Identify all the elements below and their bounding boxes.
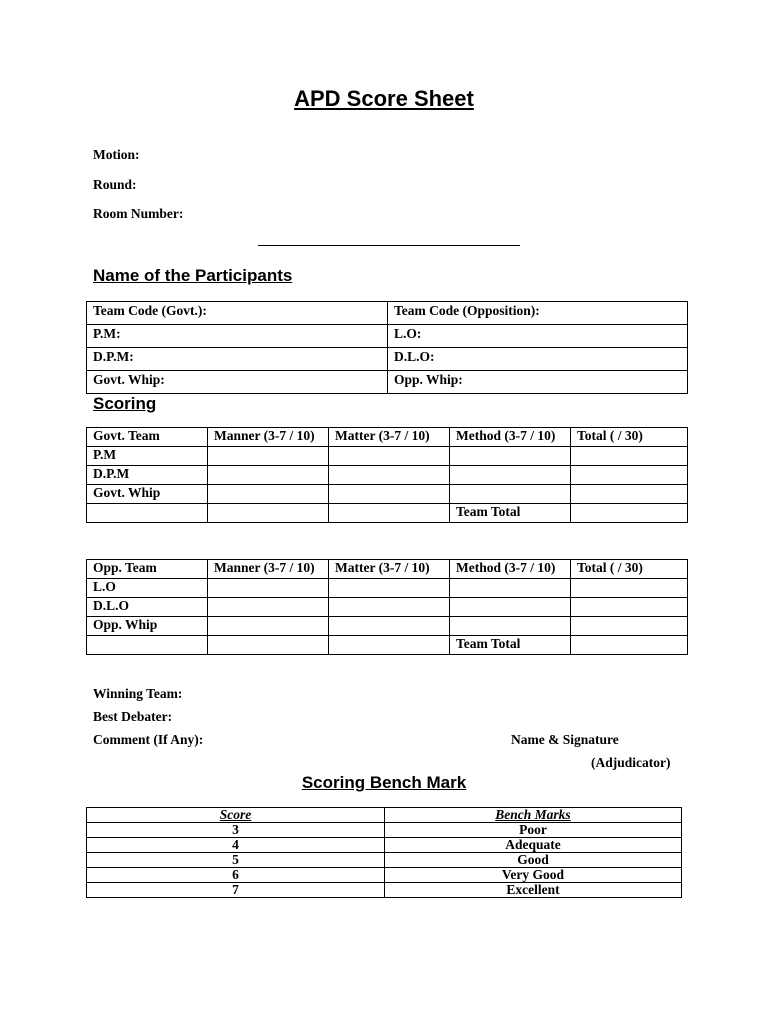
table-row [87, 485, 688, 504]
table-row [87, 466, 688, 485]
score-cell [329, 636, 450, 655]
score-cell [208, 504, 329, 523]
table-row [87, 838, 682, 853]
motion-label: Motion: [93, 147, 140, 162]
score-cell [450, 485, 571, 504]
round-label: Round: [93, 177, 137, 192]
score-cell [329, 466, 450, 485]
lo-cell: L.O: [388, 325, 688, 348]
speaker-cell: D.L.O [87, 598, 208, 617]
table-row [87, 853, 682, 868]
bench-mark-table [86, 807, 682, 898]
team-total-label: Team Total [450, 636, 571, 655]
table-row [87, 428, 688, 447]
govt-whip-cell: Govt. Whip: [87, 371, 388, 394]
score-cell [329, 504, 450, 523]
team-code-govt-cell: Team Code (Govt.): [87, 302, 388, 325]
dlo-cell: D.L.O: [388, 348, 688, 371]
table-row [87, 636, 688, 655]
total-header: Total ( / 30) [571, 560, 688, 579]
speaker-cell: D.P.M [87, 466, 208, 485]
opp-scoring-table [86, 559, 688, 655]
matter-header: Matter (3-7 / 10) [329, 428, 450, 447]
speaker-cell: L.O [87, 579, 208, 598]
bench-mark-value: Excellent [385, 883, 682, 898]
speaker-cell: Govt. Whip [87, 485, 208, 504]
participants-heading: Name of the Participants [93, 266, 293, 285]
score-cell [208, 579, 329, 598]
score-value: 5 [87, 853, 385, 868]
table-row [87, 617, 688, 636]
team-total-label: Team Total [450, 504, 571, 523]
score-value: 7 [87, 883, 385, 898]
score-cell [329, 447, 450, 466]
matter-header: Matter (3-7 / 10) [329, 560, 450, 579]
score-cell [450, 617, 571, 636]
score-cell [329, 617, 450, 636]
table-row [87, 823, 682, 838]
adjudicator-label: (Adjudicator) [591, 755, 671, 770]
opp-whip-cell: Opp. Whip: [388, 371, 688, 394]
score-cell [450, 579, 571, 598]
score-cell [208, 447, 329, 466]
bench-marks-header: Bench Marks [385, 808, 682, 823]
table-row [87, 348, 688, 371]
participants-table [86, 301, 688, 394]
score-cell [87, 636, 208, 655]
score-cell [571, 485, 688, 504]
pm-cell: P.M: [87, 325, 388, 348]
table-row [87, 447, 688, 466]
method-header: Method (3-7 / 10) [450, 560, 571, 579]
govt-scoring-table [86, 427, 688, 523]
score-cell [329, 598, 450, 617]
score-cell [450, 598, 571, 617]
dpm-cell: D.P.M: [87, 348, 388, 371]
name-signature-label: Name & Signature [511, 732, 619, 747]
bench-mark-value: Poor [385, 823, 682, 838]
method-header: Method (3-7 / 10) [450, 428, 571, 447]
table-row [87, 883, 682, 898]
total-header: Total ( / 30) [571, 428, 688, 447]
winning-team-label: Winning Team: [93, 686, 183, 701]
table-row [87, 560, 688, 579]
score-cell [571, 617, 688, 636]
score-value: 3 [87, 823, 385, 838]
score-header: Score [87, 808, 385, 823]
speaker-cell: P.M [87, 447, 208, 466]
bench-mark-value: Adequate [385, 838, 682, 853]
score-cell [329, 579, 450, 598]
score-cell [329, 485, 450, 504]
table-row [87, 325, 688, 348]
score-cell [208, 485, 329, 504]
table-row [87, 808, 682, 823]
score-cell [208, 598, 329, 617]
score-cell [208, 636, 329, 655]
table-row [87, 371, 688, 394]
bench-mark-value: Very Good [385, 868, 682, 883]
opp-team-header: Opp. Team [87, 560, 208, 579]
score-value: 6 [87, 868, 385, 883]
score-cell [87, 504, 208, 523]
score-cell [571, 579, 688, 598]
team-code-opp-cell: Team Code (Opposition): [388, 302, 688, 325]
table-row [87, 579, 688, 598]
speaker-cell: Opp. Whip [87, 617, 208, 636]
score-cell [450, 466, 571, 485]
comment-label: Comment (If Any): [93, 732, 204, 747]
table-row [87, 868, 682, 883]
govt-team-header: Govt. Team [87, 428, 208, 447]
table-row [87, 598, 688, 617]
best-debater-label: Best Debater: [93, 709, 173, 724]
divider-line [258, 245, 520, 246]
scoring-heading: Scoring [93, 394, 157, 413]
team-total-cell [571, 636, 688, 655]
score-cell [450, 447, 571, 466]
score-value: 4 [87, 838, 385, 853]
bench-mark-value: Good [385, 853, 682, 868]
room-number-label: Room Number: [93, 206, 184, 221]
team-total-cell [571, 504, 688, 523]
manner-header: Manner (3-7 / 10) [208, 560, 329, 579]
manner-header: Manner (3-7 / 10) [208, 428, 329, 447]
score-cell [571, 466, 688, 485]
table-row [87, 504, 688, 523]
table-row [87, 302, 688, 325]
score-cell [208, 466, 329, 485]
score-cell [571, 598, 688, 617]
score-cell [208, 617, 329, 636]
page-title: APD Score Sheet [294, 86, 474, 111]
score-cell [571, 447, 688, 466]
bench-heading: Scoring Bench Mark [301, 773, 467, 792]
